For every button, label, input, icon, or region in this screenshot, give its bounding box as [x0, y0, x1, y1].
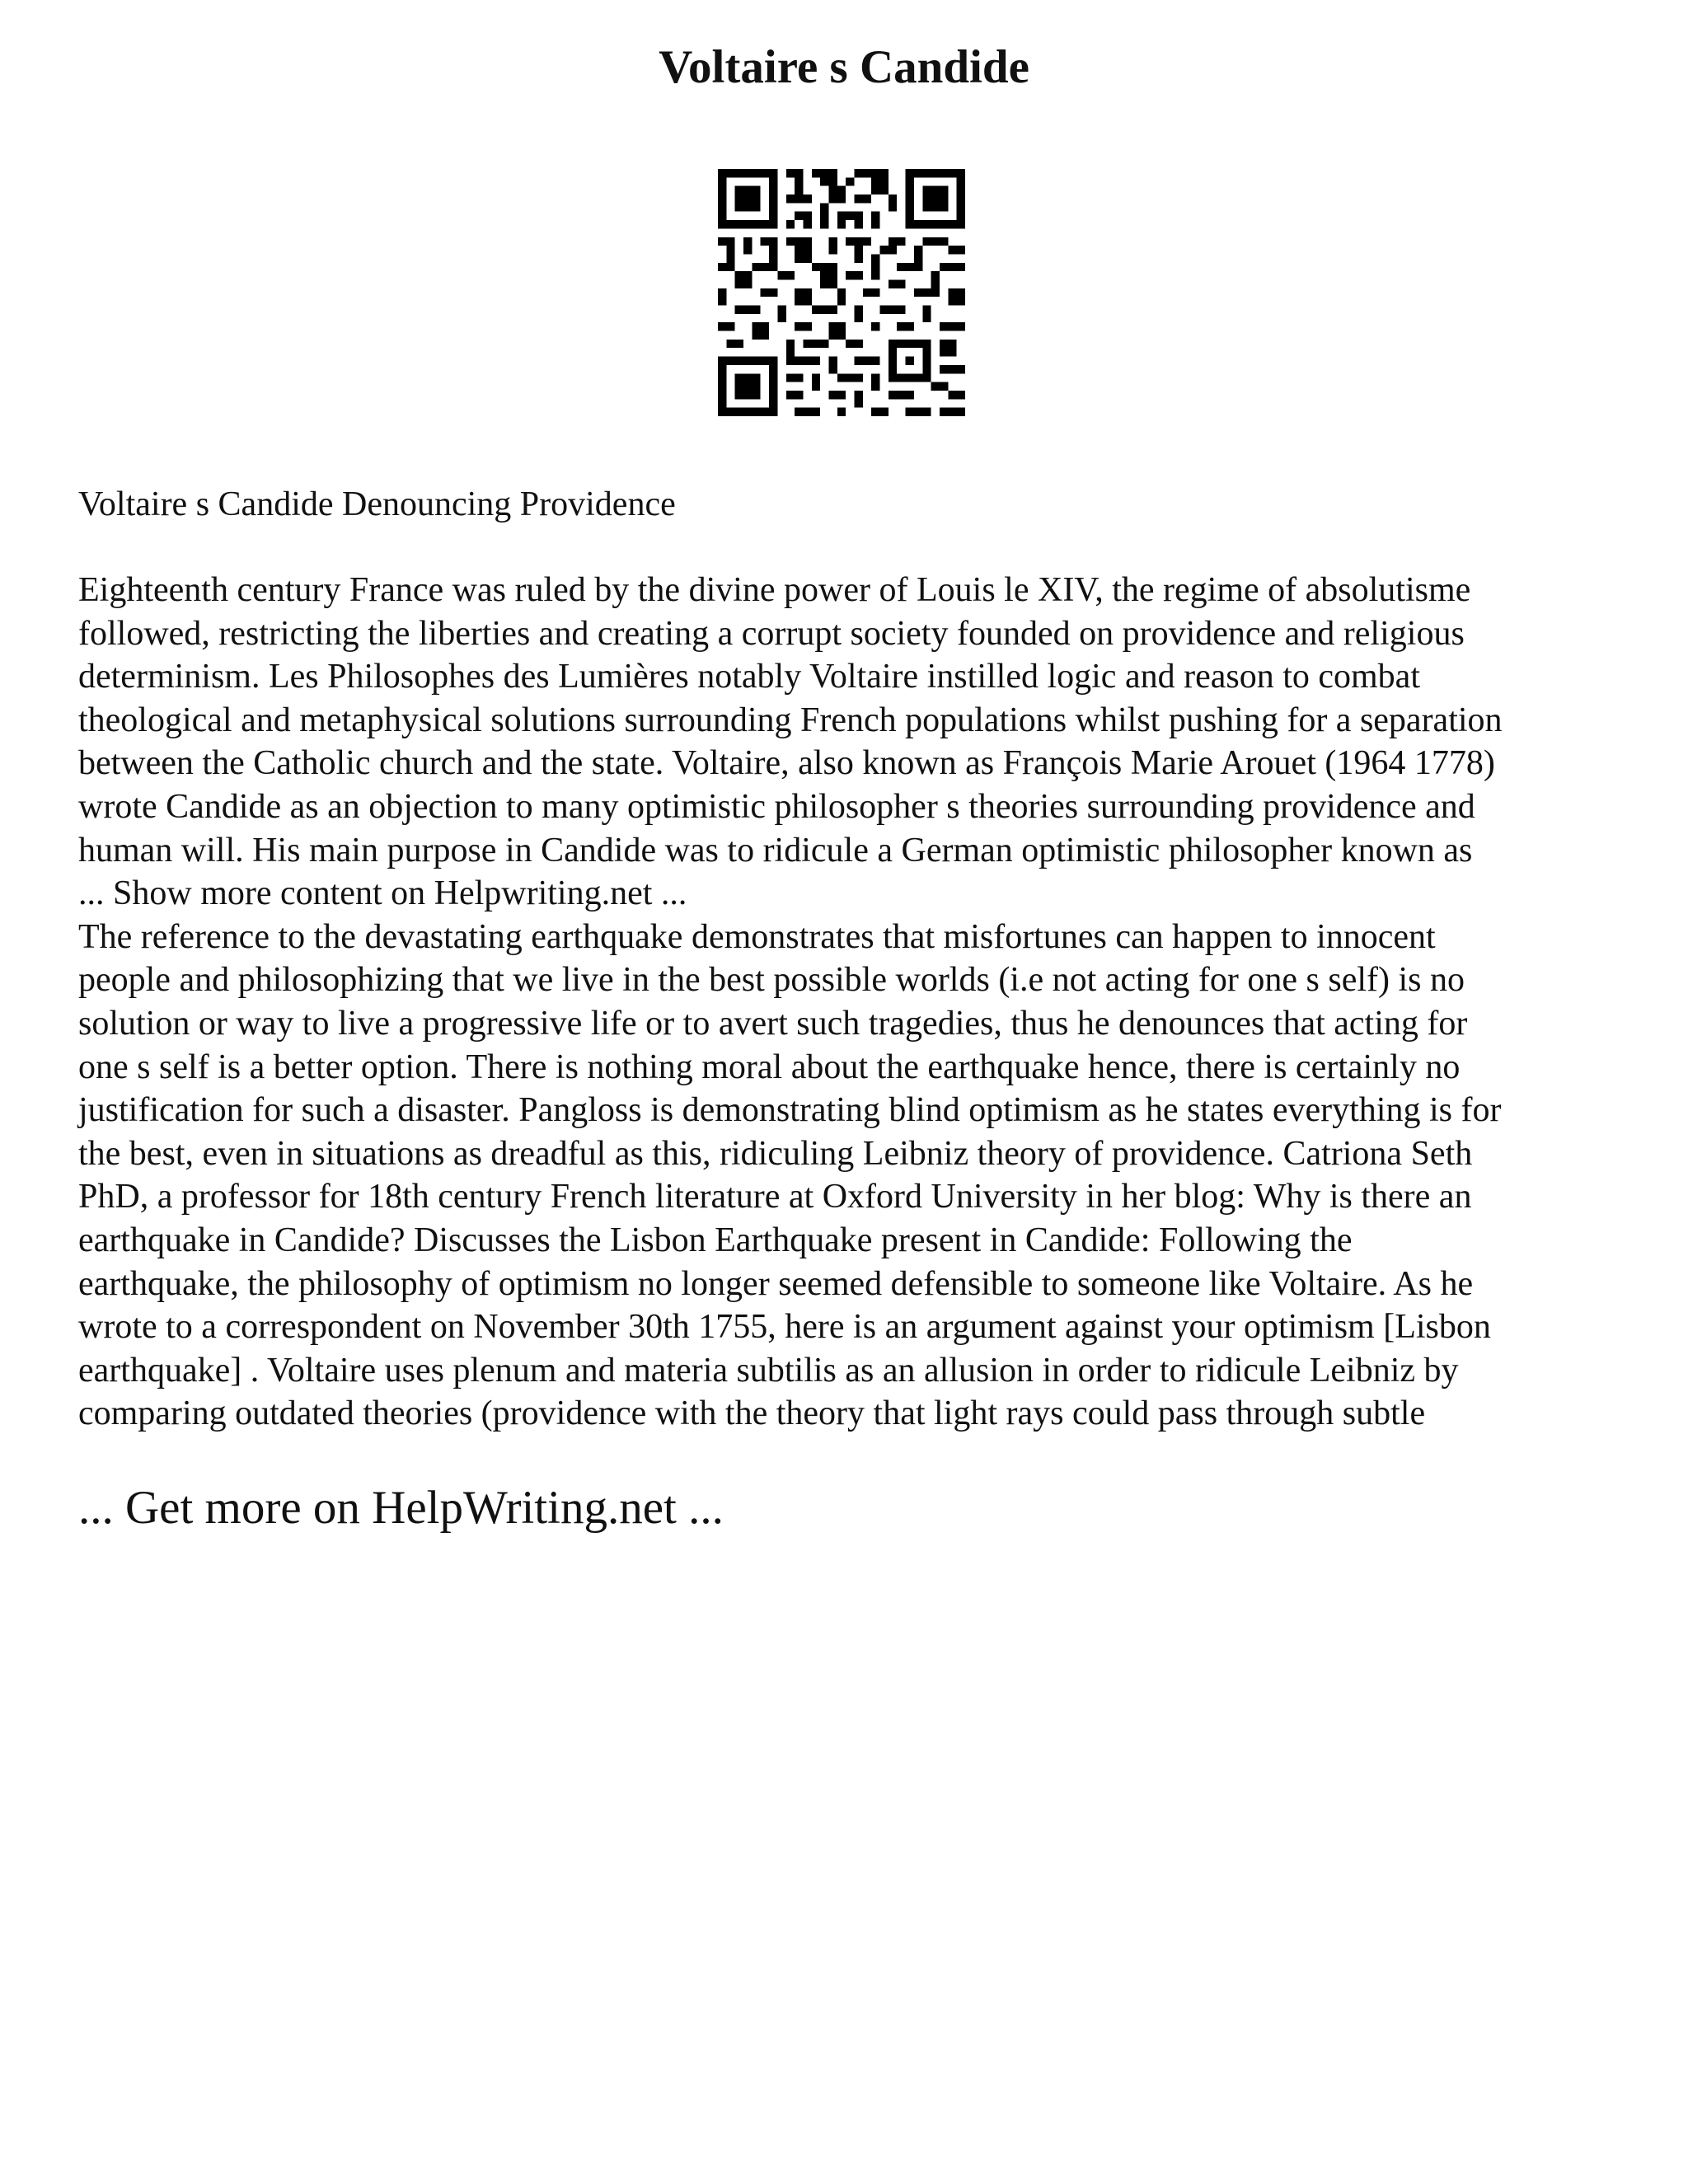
qr-code-icon[interactable] [718, 169, 965, 416]
body-paragraph: Eighteenth century France was ruled by the divine power of Louis le XIV, the regime of absolutisme followed, restricting the liberties and creating a corrupt society founded on providence and religious determinism. Les Philosophes des Lumières notably Voltaire instilled logic and reason to combat theological and metaphysical solutions surrounding French populations whilst pushing for a separation between the Catholic church and the state. Voltaire, also known as François Marie Arouet (1964 1778) wrote Candide as an objection to many optimistic philosopher s theories surrounding providence and human will. His main purpose in Candide was to ridicule a German optimistic philosopher known as ... Show more content on Helpwriting.net ... The reference to the devastating earthquake demonstrates that misfortunes can happen to innocent people and philosophizing that we live in the best possible worlds (i.e not acting for one s self) is no solution or way to live a progressive life or to avert such tragedies, thus he denounces that acting for one s self is a better option. There is nothing moral about the earthquake hence, there is certainly no justification for such a disaster. Pangloss is demonstrating blind optimism as he states everything is for the best, even in situations as dreadful as this, ridiculing Leibniz theory of providence. Catriona Seth PhD, a professor for 18th century French literature at Oxford University in her blog: Why is there an earthquake in Candide? Discusses the Lisbon Earthquake present in Candide: Following the earthquake, the philosophy of optimism no longer seemed defensible to someone like Voltaire. As he wrote to a correspondent on November 30th 1755, here is an argument against your optimism [Lisbon earthquake] . Voltaire uses plenum and materia subtilis as an allusion in order to ridicule Leibniz by comparing outdated theories (providence with the theory that light rays could pass through subtle [78, 571, 1503, 1433]
page-title: Voltaire s Candide [659, 41, 1029, 93]
get-more-link[interactable]: ... Get more on HelpWriting.net ... [78, 1482, 724, 1534]
document-subtitle: Voltaire s Candide Denouncing Providence [78, 485, 676, 523]
